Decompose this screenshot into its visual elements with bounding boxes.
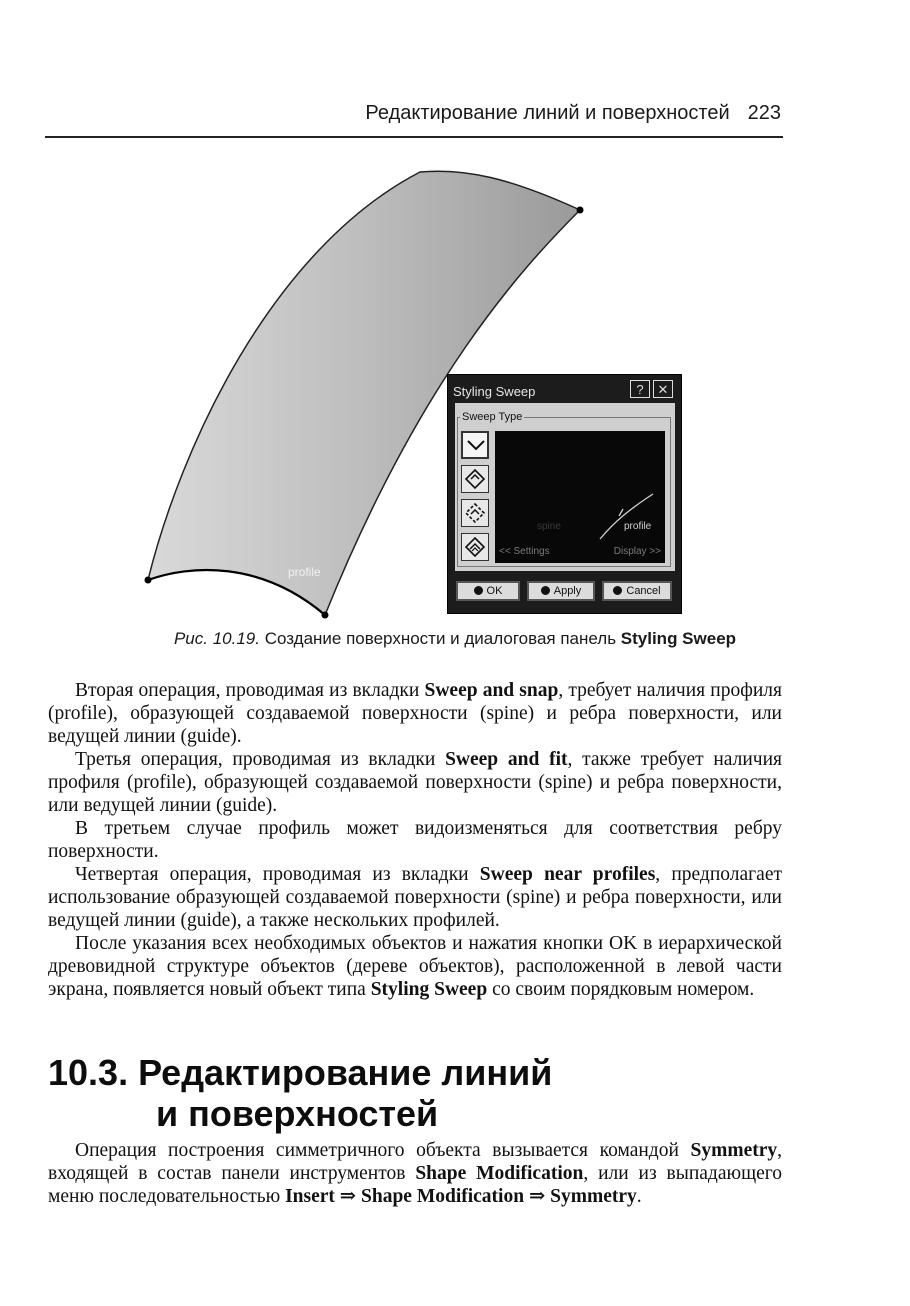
paragraph [48, 863, 782, 932]
ok-button[interactable] [456, 581, 520, 601]
paragraph-bold: Styling Sweep [370, 979, 488, 1000]
paragraph-text: Третья операция, проводимая из вкладки [75, 749, 446, 770]
section-body-text [48, 1139, 782, 1208]
paragraph [48, 748, 782, 817]
paragraph-text: , предполагает использование образующей создаваемой поверхности (spine) и ребра поверхности, или ведущей линии (guide), а также нескольких профилей. [48, 864, 782, 931]
page-number: 223 [747, 102, 781, 124]
paragraph-text: Вторая операция, проводимая из вкладки [75, 680, 425, 701]
sweep-and-snap-icon [464, 468, 486, 490]
sweep-near-profiles-icon [464, 536, 486, 558]
paragraph-bold: Sweep and fit [445, 749, 568, 770]
paragraph-text: , или из выпадающего меню последовательностью [48, 1163, 783, 1207]
paragraph [48, 679, 782, 748]
paragraph-text: , также требует наличия профиля (profile), образующей создаваемой поверхности (spine) и ребра поверхности, или ведущей линии (guide). [48, 749, 782, 816]
apply-button[interactable] [527, 581, 595, 601]
dialog-body [455, 403, 675, 571]
apply-icon [541, 586, 550, 595]
sweep-and-fit-icon [464, 502, 486, 524]
sweep-type-label: Sweep Type [462, 411, 523, 423]
apply-label: Apply [553, 585, 582, 597]
figure-caption [0, 629, 910, 649]
caption-number: Рис. 10.19. [173, 629, 260, 648]
running-title: Редактирование линий и поверхностей [365, 102, 730, 124]
ok-icon [474, 586, 483, 595]
paragraph-text: Операция построения симметричного объекта вызывается командой [75, 1140, 691, 1161]
spine-end-point [577, 207, 584, 214]
paragraph [48, 817, 782, 863]
sweep-simple-icon [465, 435, 487, 457]
profile-start-point [145, 577, 152, 584]
paragraph-bold: Sweep and snap [424, 680, 559, 701]
paragraph [48, 932, 782, 1001]
paragraph-text: , входящей в состав панели инструментов [48, 1140, 782, 1184]
profile-end-point [322, 612, 329, 619]
paragraph-text: Четвертая операция, проводимая из вкладки [75, 864, 480, 885]
cancel-label: Cancel [626, 585, 661, 597]
sweep-preview [495, 431, 665, 563]
sweep-simple-button[interactable] [461, 431, 489, 459]
close-button[interactable]: ✕ [653, 380, 673, 398]
settings-toggle[interactable]: << Settings [499, 546, 550, 557]
paragraph [48, 1139, 782, 1208]
paragraph-bold: Shape Modification [415, 1163, 584, 1184]
paragraph-bold: Sweep near profiles [479, 864, 656, 885]
sweep-and-snap-button[interactable] [461, 465, 489, 493]
dialog-title: Styling Sweep [453, 384, 536, 399]
paragraph-text: со своим порядковым номером. [487, 979, 755, 1000]
caption-text: Создание поверхности и диалоговая панель [259, 629, 621, 648]
sweep-and-fit-button[interactable] [461, 499, 489, 527]
section-title-line2: и поверхностей [156, 1093, 439, 1134]
figure-10-19 [120, 160, 700, 630]
preview-diagram [495, 431, 665, 563]
display-toggle[interactable]: Display >> [613, 546, 661, 557]
caption-bold: Styling Sweep [620, 629, 737, 648]
styling-sweep-dialog [447, 374, 682, 614]
paragraph-bold: Insert ⇒ Shape Modification ⇒ Symmetry [285, 1186, 637, 1207]
running-head [45, 102, 781, 125]
preview-spine-label: spine [537, 521, 561, 532]
body-text [48, 679, 782, 1001]
sweep-near-profiles-button[interactable] [461, 533, 489, 561]
paragraph-text: В третьем случае профиль может видоизменяться для соответствия ребру поверхности. [48, 818, 782, 862]
section-title-line1: 10.3. Редактирование линий [48, 1052, 553, 1093]
help-button[interactable]: ? [630, 380, 650, 398]
cancel-button[interactable] [602, 581, 672, 601]
preview-profile-label: profile [624, 521, 652, 532]
ok-label: OK [486, 585, 503, 597]
surface-profile-label: profile [288, 565, 321, 579]
header-rule [45, 136, 783, 138]
section-heading [48, 1052, 788, 1134]
cancel-icon [613, 586, 622, 595]
paragraph-text: , требует наличия профиля (profile), образующей создаваемой поверхности (spine) и ребра поверхности, или ведущей линии (guide). [48, 680, 782, 747]
paragraph-bold: Symmetry [690, 1140, 778, 1161]
paragraph-text: После указания всех необходимых объектов и нажатия кнопки OK в иерархической древовидной структуре объектов (дереве объектов), расположенной в левой части экрана, появляется новый объект типа [48, 933, 782, 1000]
paragraph-text: . [636, 1186, 642, 1207]
